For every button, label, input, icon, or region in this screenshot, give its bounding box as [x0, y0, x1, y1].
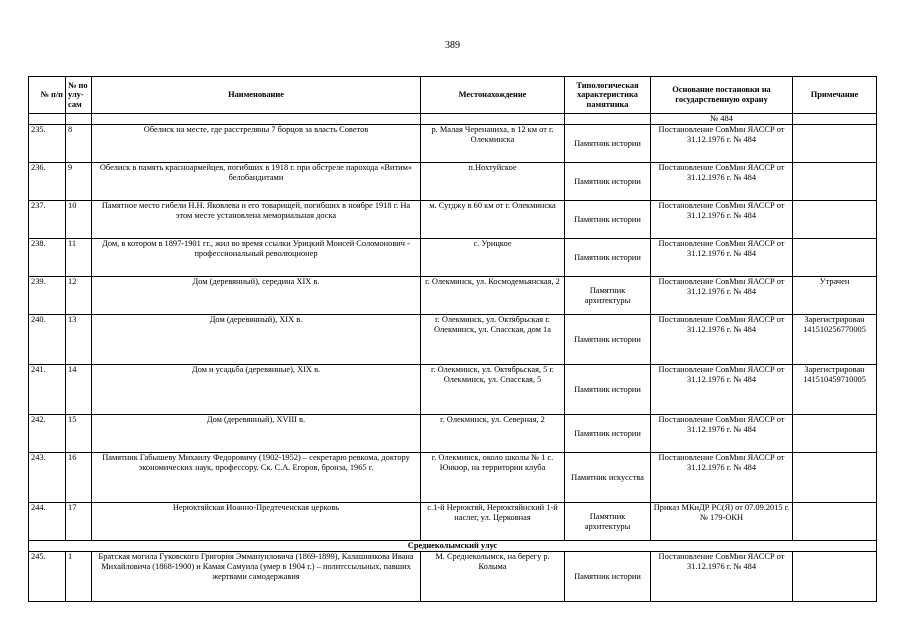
cell-num: 243. [29, 453, 66, 503]
cell-ulus-num: 16 [66, 453, 92, 503]
cell-note: Зарегистрирован 141510459710005 [793, 365, 877, 415]
cell-num: 244. [29, 503, 66, 541]
cell-location: р. Малая Черенаниха, в 12 км от г. Олекминска [421, 125, 565, 163]
cell-basis: Постановление СовМин ЯАССР от 31.12.1976 г. № 484 [651, 453, 793, 503]
cell-ulus-num: 11 [66, 239, 92, 277]
table-row [29, 239, 877, 277]
cell-ulus-num: 10 [66, 201, 92, 239]
cell-location: г. Олекминск, около школы № 1 с. Юнкюр, на территории клуба [421, 453, 565, 503]
cell-note: Зарегистрирован 141510256770005 [793, 315, 877, 365]
table-row [29, 365, 877, 415]
cell-type: Памятник истории [565, 415, 651, 453]
cell-name: Памятник Габышеву Михаилу Федоровичу (1902-1952) – секретарю ревкома, доктору экономических наук, профессору. Ск. С.А. Егоров, бронза, 1965 г. [92, 453, 421, 503]
table-row [29, 277, 877, 315]
monuments-table [28, 76, 877, 602]
header-note: Примечание [793, 77, 877, 114]
cell-num: 241. [29, 365, 66, 415]
cell-basis: Постановление СовМин ЯАССР от 31.12.1976 г. № 484 [651, 125, 793, 163]
header-row [29, 77, 877, 114]
cell-name: Памятное место гибели Н.Н. Яковлева и его товарищей, погибших в ноябре 1918 г. На этом месте установлена мемориальная доска [92, 201, 421, 239]
cell-basis: № 484 [651, 114, 793, 125]
cell-type: Памятник истории [565, 125, 651, 163]
table-row [29, 315, 877, 365]
header-location: Местонахождение [421, 77, 565, 114]
continuation-row [29, 114, 877, 125]
cell-num: 236. [29, 163, 66, 201]
cell-basis: Постановление СовМин ЯАССР от 31.12.1976 г. № 484 [651, 239, 793, 277]
header-type: Типологическая характеристика памятника [565, 77, 651, 114]
cell-num: 240. [29, 315, 66, 365]
table-row [29, 552, 877, 602]
table-row [29, 163, 877, 201]
cell-num: 239. [29, 277, 66, 315]
cell-basis: Постановление СовМин ЯАССР от 31.12.1976 г. № 484 [651, 277, 793, 315]
cell-basis: Постановление СовМин ЯАССР от 31.12.1976 г. № 484 [651, 201, 793, 239]
table-row [29, 453, 877, 503]
cell-num: 237. [29, 201, 66, 239]
cell-note [793, 503, 877, 541]
section-row [29, 541, 877, 552]
cell-basis: Постановление СовМин ЯАССР от 31.12.1976 г. № 484 [651, 315, 793, 365]
cell-ulus-num: 15 [66, 415, 92, 453]
cell-type: Памятник истории [565, 239, 651, 277]
table-row [29, 415, 877, 453]
cell-basis: Постановление СовМин ЯАССР от 31.12.1976 г. № 484 [651, 415, 793, 453]
cell-note [793, 552, 877, 602]
cell-type: Памятник архитектуры [565, 277, 651, 315]
cell-location: п.Нохтуйское [421, 163, 565, 201]
cell-basis: Постановление СовМин ЯАССР от 31.12.1976 г. № 484 [651, 365, 793, 415]
cell-type: Памятник истории [565, 163, 651, 201]
cell-note [793, 201, 877, 239]
table-row [29, 125, 877, 163]
cell-type: Памятник истории [565, 365, 651, 415]
cell-location: м. Сугджу в 60 км от г. Олекминска [421, 201, 565, 239]
cell-basis: Приказ МКиДР РС(Я) от 07.09.2015 г. № 179-ОКН [651, 503, 793, 541]
cell-name: Дом (деревянный), XVIII в. [92, 415, 421, 453]
cell-basis: Постановление СовМин ЯАССР от 31.12.1976 г. № 484 [651, 552, 793, 602]
cell-note [793, 163, 877, 201]
header-num: № п/п [29, 77, 66, 114]
cell-num: 245. [29, 552, 66, 602]
cell-note [793, 415, 877, 453]
cell-note [793, 239, 877, 277]
cell-name: Обелиск в память красноармейцев, погибших в 1918 г. при обстреле парохода «Витим» белобандитами [92, 163, 421, 201]
section-title: Среднеколымский улус [29, 541, 877, 552]
cell-ulus-num: 9 [66, 163, 92, 201]
cell-num: 238. [29, 239, 66, 277]
table-row [29, 201, 877, 239]
cell-type: Памятник искусства [565, 453, 651, 503]
page-number: 389 [445, 40, 460, 51]
header-name: Наименование [92, 77, 421, 114]
cell-name: Обелиск на месте, где расстреляны 7 борцов за власть Советов [92, 125, 421, 163]
cell-ulus-num: 1 [66, 552, 92, 602]
table-row [29, 503, 877, 541]
cell-note: Утрачен [793, 277, 877, 315]
header-num-ulus: № по улу-сам [66, 77, 92, 114]
cell-name: Нерюктяйская Иоанно-Предтеченская церковь [92, 503, 421, 541]
cell-name: Дом (деревянный), середина XIX в. [92, 277, 421, 315]
cell-location: с.1-й Нерюктяй, Нерюктяйнский 1-й наслег, ул. Церковная [421, 503, 565, 541]
cell-num: 235. [29, 125, 66, 163]
cell-ulus-num: 8 [66, 125, 92, 163]
cell-name: Дом и усадьба (деревянные), XIX в. [92, 365, 421, 415]
cell-type: Памятник архитектуры [565, 503, 651, 541]
header-basis: Основание постановки на государственную охрану [651, 77, 793, 114]
cell-name: Дом, в котором в 1897-1901 гг., жил во время ссылки Урицкий Моисей Соломонович - профессиональный революционер [92, 239, 421, 277]
cell-location: с. Урицкое [421, 239, 565, 277]
cell-location: г. Олекминск, ул. Октябрьская, 5 г. Олекминск, ул. Спасская, 5 [421, 365, 565, 415]
cell-location: М. Среднеколымск, на берегу р. Колыма [421, 552, 565, 602]
cell-basis: Постановление СовМин ЯАССР от 31.12.1976 г. № 484 [651, 163, 793, 201]
cell-ulus-num: 13 [66, 315, 92, 365]
cell-ulus-num: 14 [66, 365, 92, 415]
cell-type: Памятник истории [565, 315, 651, 365]
cell-note [793, 125, 877, 163]
cell-name: Дом (деревянный), XIX в. [92, 315, 421, 365]
cell-type: Памятник истории [565, 552, 651, 602]
cell-location: г. Олекминск, ул. Октябрьская г. Олекминск, ул. Спасская, дом 1а [421, 315, 565, 365]
cell-ulus-num: 12 [66, 277, 92, 315]
cell-location: г. Олекминск, ул. Космодемьянская, 2 [421, 277, 565, 315]
cell-num: 242. [29, 415, 66, 453]
cell-type: Памятник истории [565, 201, 651, 239]
cell-location: г. Олекминск, ул. Северная, 2 [421, 415, 565, 453]
cell-name: Братская могила Гуковского Григория Эммануиловича (1869-1899), Калашникова Ивана Михайловича (1868-1900) и Камая Самуила (умер в 1904 г.) – политссыльных, павших жертвами самодержавия [92, 552, 421, 602]
cell-note [793, 453, 877, 503]
cell-ulus-num: 17 [66, 503, 92, 541]
